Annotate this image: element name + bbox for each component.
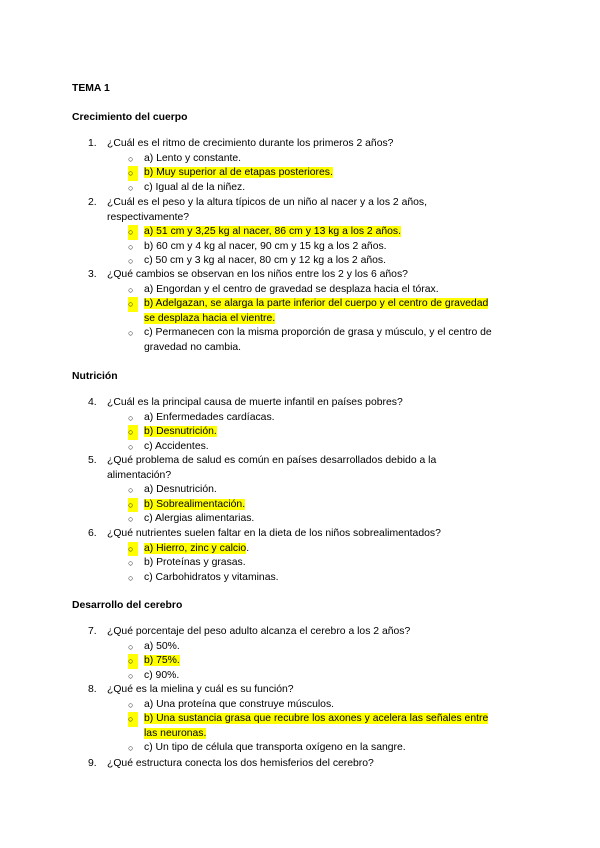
question-number: 9. bbox=[88, 758, 97, 769]
option-text-highlighted: b) Sobrealimentación. bbox=[144, 498, 246, 510]
question-text: ¿Qué cambios se observan en los niños entre los 2 y los 6 años? bbox=[107, 269, 408, 280]
option-c bbox=[128, 741, 498, 756]
question-2 bbox=[88, 196, 460, 269]
option-text-highlighted: a) 51 cm y 3,25 kg al nacer, 86 cm y 13 kg a los 2 años. bbox=[144, 226, 402, 238]
question-number: 5. bbox=[88, 455, 97, 466]
option-c bbox=[128, 440, 498, 455]
option-c bbox=[128, 669, 498, 684]
option-a bbox=[128, 483, 498, 498]
question-text: ¿Cuál es la principal causa de muerte infantil en países pobres? bbox=[107, 397, 403, 408]
question-1 bbox=[88, 137, 460, 195]
circle-bullet-icon: ○ bbox=[128, 641, 134, 652]
option-c bbox=[128, 254, 498, 269]
question-7 bbox=[88, 625, 460, 683]
option-a bbox=[128, 283, 498, 298]
question-8 bbox=[88, 683, 489, 756]
circle-bullet-icon: ○ bbox=[128, 166, 138, 181]
circle-bullet-icon: ○ bbox=[128, 297, 138, 312]
document-title: TEMA 1 bbox=[72, 83, 110, 94]
circle-bullet-icon: ○ bbox=[128, 256, 134, 267]
question-text: ¿Qué es la mielina y cuál es su función? bbox=[107, 684, 294, 695]
option-a-answer bbox=[128, 225, 498, 240]
question-number: 1. bbox=[88, 138, 97, 149]
option-text-highlighted: b) 75%. bbox=[144, 655, 180, 667]
circle-bullet-icon: ○ bbox=[128, 572, 134, 583]
option-b-answer bbox=[128, 425, 498, 440]
section-heading-desarrollo-cerebro: Desarrollo del cerebro bbox=[72, 600, 183, 611]
option-text-highlighted: b) Una sustancia grasa que recubre los axones y acelera las señales entre las neuronas. bbox=[144, 713, 489, 739]
option-text: c) Accidentes. bbox=[144, 440, 209, 452]
question-text: ¿Qué estructura conecta los dos hemisferios del cerebro? bbox=[107, 758, 374, 769]
option-b bbox=[128, 240, 498, 255]
option-text: b) 60 cm y 4 kg al nacer, 90 cm y 15 kg a los 2 años. bbox=[144, 240, 387, 252]
question-text: ¿Cuál es el peso y la altura típicos de un niño al nacer y a los 2 años, respectivamente? bbox=[107, 197, 427, 223]
circle-bullet-icon: ○ bbox=[128, 441, 134, 452]
option-text: c) Permanecen con la misma proporción de grasa y músculo, y el centro de gravedad no cambia. bbox=[144, 327, 492, 353]
option-text-highlighted: a) Hierro, zinc y calcio bbox=[144, 542, 247, 554]
circle-bullet-icon: ○ bbox=[128, 328, 134, 339]
circle-bullet-icon: ○ bbox=[128, 670, 134, 681]
question-number: 2. bbox=[88, 197, 97, 208]
question-3 bbox=[88, 268, 492, 356]
option-text: c) Alergias alimentarias. bbox=[144, 513, 255, 525]
circle-bullet-icon: ○ bbox=[128, 498, 138, 513]
option-c bbox=[128, 326, 498, 355]
option-a bbox=[128, 152, 498, 167]
option-a bbox=[128, 698, 498, 713]
question-9 bbox=[88, 757, 460, 772]
question-number: 6. bbox=[88, 528, 97, 539]
circle-bullet-icon: ○ bbox=[128, 514, 134, 525]
circle-bullet-icon: ○ bbox=[128, 712, 138, 727]
option-b-answer bbox=[128, 297, 498, 326]
circle-bullet-icon: ○ bbox=[128, 743, 134, 754]
question-6 bbox=[88, 527, 460, 585]
question-number: 3. bbox=[88, 269, 97, 280]
option-text: a) Desnutrición. bbox=[144, 484, 217, 496]
option-b-answer bbox=[128, 712, 498, 741]
option-c bbox=[128, 512, 498, 527]
option-c bbox=[128, 181, 498, 196]
option-text: c) Igual al de la niñez. bbox=[144, 181, 246, 193]
question-number: 4. bbox=[88, 397, 97, 408]
option-text: a) Enfermedades cardíacas. bbox=[144, 411, 275, 423]
circle-bullet-icon: ○ bbox=[128, 485, 134, 496]
question-number: 7. bbox=[88, 626, 97, 637]
option-text: c) 90%. bbox=[144, 669, 180, 681]
option-suffix: . bbox=[246, 542, 250, 554]
question-number: 8. bbox=[88, 684, 97, 695]
circle-bullet-icon: ○ bbox=[128, 241, 134, 252]
question-5 bbox=[88, 454, 460, 527]
option-text: a) 50%. bbox=[144, 640, 180, 652]
option-text-highlighted: b) Adelgazan, se alarga la parte inferior del cuerpo y el centro de gravedad se desplaza hacia el vientre. bbox=[144, 298, 489, 324]
option-text: c) Carbohidratos y vitaminas. bbox=[144, 571, 279, 583]
option-b-answer bbox=[128, 498, 498, 513]
option-b bbox=[128, 556, 498, 571]
circle-bullet-icon: ○ bbox=[128, 412, 134, 423]
circle-bullet-icon: ○ bbox=[128, 699, 134, 710]
section-heading-nutricion: Nutrición bbox=[72, 371, 118, 382]
option-text: c) Un tipo de célula que transporta oxígeno en la sangre. bbox=[144, 742, 406, 754]
question-text: ¿Qué porcentaje del peso adulto alcanza el cerebro a los 2 años? bbox=[107, 626, 411, 637]
option-text: c) 50 cm y 3 kg al nacer, 80 cm y 12 kg a los 2 años. bbox=[144, 255, 386, 267]
option-text-highlighted: b) Desnutrición. bbox=[144, 426, 217, 438]
option-c bbox=[128, 571, 498, 586]
option-b-answer bbox=[128, 654, 498, 669]
circle-bullet-icon: ○ bbox=[128, 284, 134, 295]
option-text-highlighted: b) Muy superior al de etapas posteriores. bbox=[144, 167, 333, 179]
option-text: a) Engordan y el centro de gravedad se desplaza hacia el tórax. bbox=[144, 283, 439, 295]
question-text: ¿Qué nutrientes suelen faltar en la dieta de los niños sobrealimentados? bbox=[107, 528, 441, 539]
circle-bullet-icon: ○ bbox=[128, 654, 138, 669]
question-text: ¿Cuál es el ritmo de crecimiento durante los primeros 2 años? bbox=[107, 138, 394, 149]
circle-bullet-icon: ○ bbox=[128, 425, 138, 440]
option-text: a) Una proteína que construye músculos. bbox=[144, 698, 335, 710]
option-text: b) Proteínas y grasas. bbox=[144, 557, 246, 569]
option-a bbox=[128, 411, 498, 426]
circle-bullet-icon: ○ bbox=[128, 558, 134, 569]
section-heading-crecimiento: Crecimiento del cuerpo bbox=[72, 112, 188, 123]
circle-bullet-icon: ○ bbox=[128, 542, 138, 557]
option-text: a) Lento y constante. bbox=[144, 152, 242, 164]
option-a bbox=[128, 640, 498, 655]
question-4 bbox=[88, 396, 460, 454]
question-text: ¿Qué problema de salud es común en países desarrollados debido a la alimentación? bbox=[107, 455, 437, 481]
option-b-answer bbox=[128, 166, 498, 181]
circle-bullet-icon: ○ bbox=[128, 225, 138, 240]
option-a-answer bbox=[128, 542, 498, 557]
circle-bullet-icon: ○ bbox=[128, 182, 134, 193]
circle-bullet-icon: ○ bbox=[128, 153, 134, 164]
